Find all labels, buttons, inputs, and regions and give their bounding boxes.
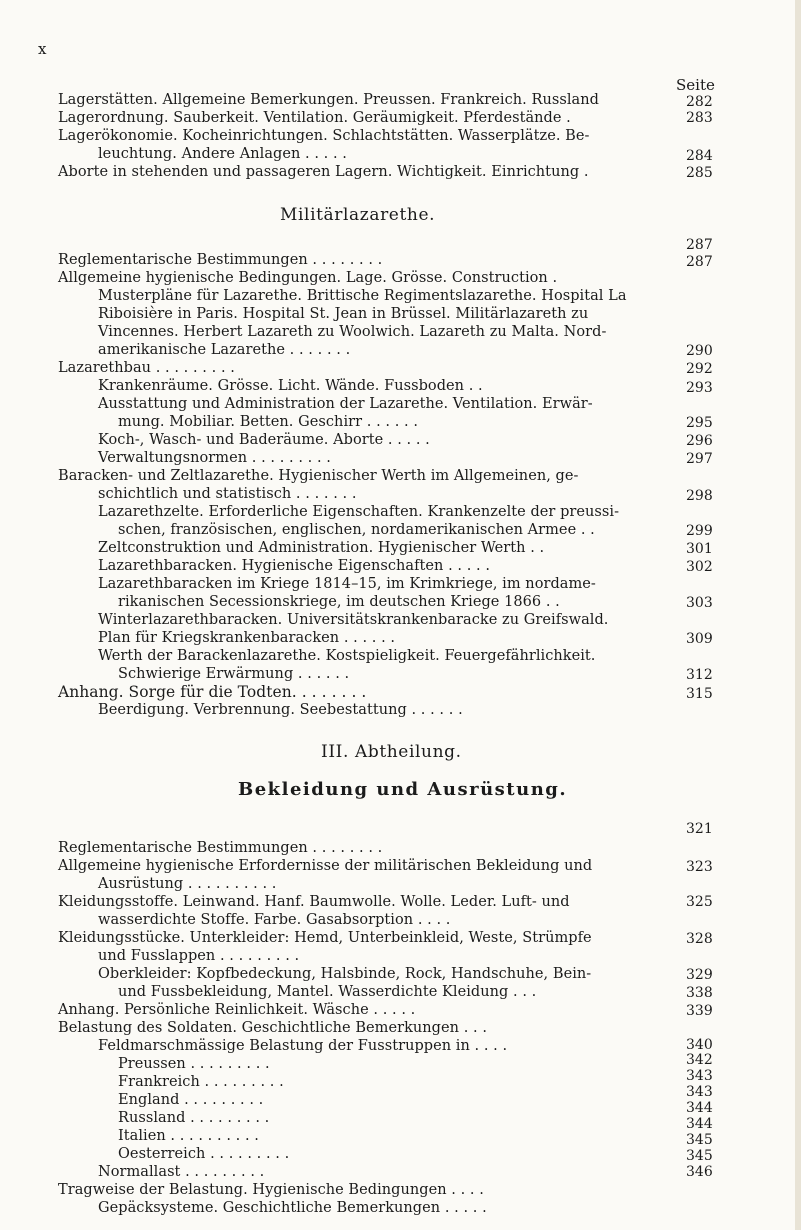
page-number: 345 [686, 1148, 713, 1164]
page-number: 282 [686, 94, 713, 110]
index-entry: Vincennes. Herbert Lazareth zu Woolwich. Lazareth zu Malta. Nord- [98, 324, 607, 340]
page-number: 344 [686, 1116, 713, 1132]
index-entry: Kleidungsstücke. Unterkleider: Hemd, Unterbeinkleid, Weste, Strümpfe [58, 930, 592, 946]
page-number: 290 [686, 343, 713, 359]
index-entry: schen, französischen, englischen, nordamerikanischen Armee . . [118, 522, 595, 538]
page-number: 287 [686, 237, 713, 253]
index-entry: Preussen . . . . . . . . . [118, 1056, 270, 1072]
index-entry: Anhang. Sorge für die Todten. . . . . . . . [58, 683, 367, 701]
index-entry: Lazarethbau . . . . . . . . . [58, 360, 235, 376]
index-entry: Lazarethbaracken. Hygienische Eigenschaften . . . . . [98, 558, 491, 574]
index-entry: Aborte in stehenden und passageren Lagern. Wichtigkeit. Einrichtung . [58, 164, 589, 180]
page-number: 292 [686, 361, 713, 377]
page-number: 309 [686, 631, 713, 647]
page-number: 315 [686, 686, 713, 702]
index-entry: Ausrüstung . . . . . . . . . . [98, 876, 277, 892]
index-entry: Lagerökonomie. Kocheinrichtungen. Schlachtstätten. Wasserplätze. Be- [58, 128, 590, 144]
index-entry: Frankreich . . . . . . . . . [118, 1074, 284, 1090]
page-number: 285 [686, 165, 713, 181]
index-entry: England . . . . . . . . . [118, 1092, 264, 1108]
page-number: 301 [686, 541, 713, 557]
section-heading-bekleidung: Bekleidung und Ausrüstung. [238, 779, 568, 800]
index-entry: Beerdigung. Verbrennung. Seebestattung . . . . . . [98, 702, 463, 718]
seite-column-label: Seite [676, 76, 715, 94]
index-entry: Riboisière in Paris. Hospital St. Jean in Brüssel. Militärlazareth zu [98, 306, 589, 322]
index-entry: Anhang. Persönliche Reinlichkeit. Wäsche . . . . . [58, 1002, 416, 1018]
index-entry: Kleidungsstoffe. Leinwand. Hanf. Baumwolle. Wolle. Leder. Luft- und [58, 894, 570, 910]
index-entry: Reglementarische Bestimmungen . . . . . . . . [58, 840, 383, 856]
index-entry: Normallast . . . . . . . . . [98, 1164, 265, 1180]
index-entry: Oesterreich . . . . . . . . . [118, 1146, 290, 1162]
index-entry: Zeltconstruktion und Administration. Hygienischer Werth . . [98, 540, 545, 556]
page-number: 321 [686, 821, 713, 837]
index-entry: Lazarethzelte. Erforderliche Eigenschaften. Krankenzelte der preussi- [98, 504, 620, 520]
index-entry: schichtlich und statistisch . . . . . . . [98, 486, 357, 502]
page-number: 325 [686, 894, 713, 910]
index-entry: Russland . . . . . . . . . [118, 1110, 270, 1126]
index-entry: mung. Mobiliar. Betten. Geschirr . . . . . . [118, 414, 419, 430]
corner-mark: x [38, 40, 47, 58]
index-entry: Feldmarschmässige Belastung der Fusstruppen in . . . . [98, 1038, 508, 1054]
page-number: 297 [686, 451, 713, 467]
page-number: 329 [686, 967, 713, 983]
page-number: 293 [686, 380, 713, 396]
index-entry: Schwierige Erwärmung . . . . . . [118, 666, 350, 682]
page-number: 295 [686, 415, 713, 431]
index-entry: Allgemeine hygienische Bedingungen. Lage. Grösse. Construction . [58, 270, 558, 286]
page-number: 343 [686, 1068, 713, 1084]
page-number: 302 [686, 559, 713, 575]
index-entry: Krankenräume. Grösse. Licht. Wände. Fussboden . . [98, 378, 483, 394]
page-number: 342 [686, 1052, 713, 1068]
section-heading-abtheilung: III. Abtheilung. [321, 742, 462, 762]
page-number: 346 [686, 1164, 713, 1180]
index-entry: Winterlazarethbaracken. Universitätskrankenbaracke zu Greifswald. [98, 612, 609, 628]
index-entry: Allgemeine hygienische Erfordernisse der militärischen Bekleidung und [58, 858, 593, 874]
index-entry: Koch-, Wasch- und Baderäume. Aborte . . . . . [98, 432, 430, 448]
page-number: 343 [686, 1084, 713, 1100]
index-entry: und Fussbekleidung, Mantel. Wasserdichte Kleidung . . . [118, 984, 537, 1000]
page-number: 299 [686, 523, 713, 539]
page-edge [795, 0, 801, 1230]
page-number: 296 [686, 433, 713, 449]
index-entry: Ausstattung und Administration der Lazarethe. Ventilation. Erwär- [98, 396, 593, 412]
index-entry: Reglementarische Bestimmungen . . . . . . . . [58, 252, 383, 268]
page-number: 339 [686, 1003, 713, 1019]
page-number: 328 [686, 931, 713, 947]
page-number: 298 [686, 488, 713, 504]
page-number: 284 [686, 148, 713, 164]
index-entry: Italien . . . . . . . . . . [118, 1128, 259, 1144]
page-number: 338 [686, 985, 713, 1001]
index-entry: amerikanische Lazarethe . . . . . . . [98, 342, 351, 358]
page-number: 303 [686, 595, 713, 611]
index-entry: Baracken- und Zeltlazarethe. Hygienischer Werth im Allgemeinen, ge- [58, 468, 579, 484]
index-entry: Lagerordnung. Sauberkeit. Ventilation. Geräumigkeit. Pferdestände . [58, 110, 571, 126]
index-entry: und Fusslappen . . . . . . . . . [98, 948, 300, 964]
index-entry: Lazarethbaracken im Kriege 1814–15, im Krimkriege, im nordame- [98, 576, 596, 592]
index-entry: Verwaltungsnormen . . . . . . . . . [98, 450, 331, 466]
section-heading-militaerlazarethe: Militärlazarethe. [280, 205, 436, 225]
index-entry: rikanischen Secessionskriege, im deutschen Kriege 1866 . . [118, 594, 560, 610]
index-entry: Oberkleider: Kopfbedeckung, Halsbinde, Rock, Handschuhe, Bein- [98, 966, 592, 982]
page-number: 287 [686, 254, 713, 270]
index-entry: wasserdichte Stoffe. Farbe. Gasabsorption . . . . [98, 912, 451, 928]
page-number: 344 [686, 1100, 713, 1116]
index-entry: Tragweise der Belastung. Hygienische Bedingungen . . . . [58, 1182, 484, 1198]
index-entry: Belastung des Soldaten. Geschichtliche Bemerkungen . . . [58, 1020, 487, 1036]
page-number: 340 [686, 1037, 713, 1053]
page-number: 345 [686, 1132, 713, 1148]
page-number: 283 [686, 110, 713, 126]
index-entry: Werth der Barackenlazarethe. Kostspieligkeit. Feuergefährlichkeit. [98, 648, 596, 664]
index-entry: Gepäcksysteme. Geschichtliche Bemerkungen . . . . . [98, 1200, 487, 1216]
index-entry: Musterpläne für Lazarethe. Brittische Regimentslazarethe. Hospital La [98, 288, 627, 304]
index-entry: Lagerstätten. Allgemeine Bemerkungen. Preussen. Frankreich. Russland [58, 92, 599, 108]
index-entry: leuchtung. Andere Anlagen . . . . . [98, 146, 347, 162]
page-number: 312 [686, 667, 713, 683]
page-number: 323 [686, 859, 713, 875]
index-entry: Plan für Kriegskrankenbaracken . . . . . . [98, 630, 396, 646]
